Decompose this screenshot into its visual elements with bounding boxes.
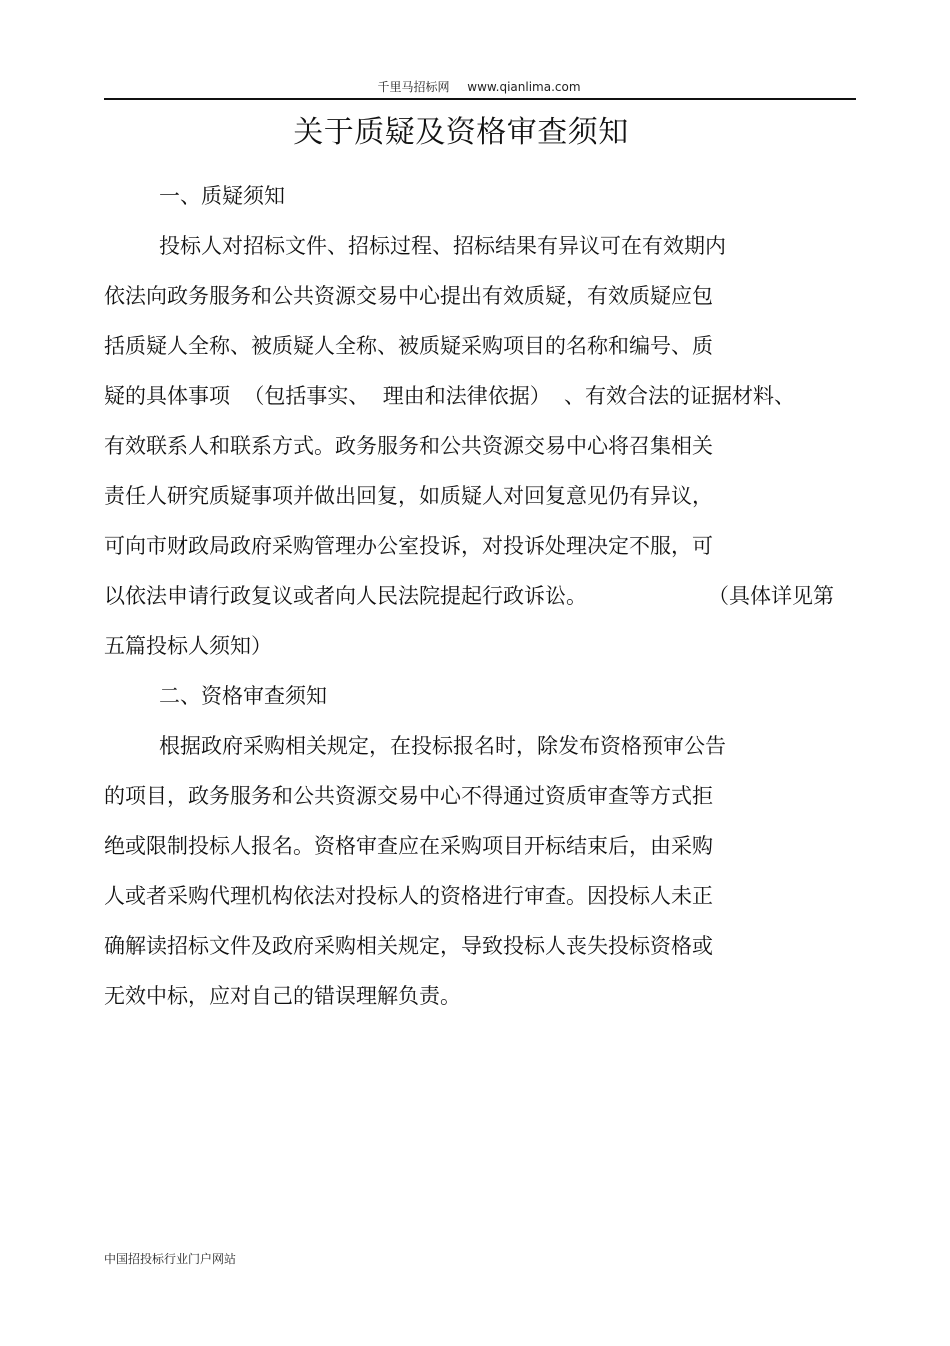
section-heading-qualification: 二、资格审查须知 [159,684,327,708]
paragraph-line: 可向市财政局政府采购管理办公室投诉，对投诉处理决定不服，可 [104,534,713,558]
paragraph-line-reference: （具体详见第 [708,584,834,608]
header-site-url: www.qianlima.com [467,80,581,94]
paragraph-line: 责任人研究质疑事项并做出回复，如质疑人对回复意见仍有异议， [104,484,713,508]
paragraph-line: 确解读招标文件及政府采购相关规定，导致投标人丧失投标资格或 [104,934,713,958]
paragraph-line: 的项目，政务服务和公共资源交易中心不得通过资质审查等方式拒 [104,784,713,808]
paragraph-line: 以依法申请行政复议或者向人民法院提起行政诉讼。 [104,584,587,608]
paragraph-line: 无效中标，应对自己的错误理解负责。 [104,984,461,1008]
paragraph-line: 有效联系人和联系方式。政务服务和公共资源交易中心将召集相关 [104,434,713,458]
header-divider [104,98,856,100]
paragraph-line: 绝或限制投标人报名。资格审查应在采购项目开标结束后，由采购 [104,834,713,858]
header-site-name: 千里马招标网 [377,80,450,94]
paragraph-line: 根据政府采购相关规定，在投标报名时，除发布资格预审公告 [159,734,726,758]
paragraph-line: 依法向政务服务和公共资源交易中心提出有效质疑，有效质疑应包 [104,284,713,308]
page-header [0,78,950,95]
paragraph-line: 括质疑人全称、被质疑人全称、被质疑采购项目的名称和编号、质 [104,334,713,358]
page-footer: 中国招投标行业门户网站 [104,1252,237,1266]
paragraph-line: 五篇投标人须知） [104,634,272,658]
section-heading-complaints: 一、质疑须知 [159,184,285,208]
paragraph-line: 疑的具体事项 （包括事实、 理由和法律依据） 、有效合法的证据材料、 [104,384,796,408]
document-title: 关于质疑及资格审查须知 [293,115,629,150]
paragraph-line: 人或者采购代理机构依法对投标人的资格进行审查。因投标人未正 [104,884,713,908]
paragraph-line: 投标人对招标文件、招标过程、招标结果有异议可在有效期内 [159,234,726,258]
